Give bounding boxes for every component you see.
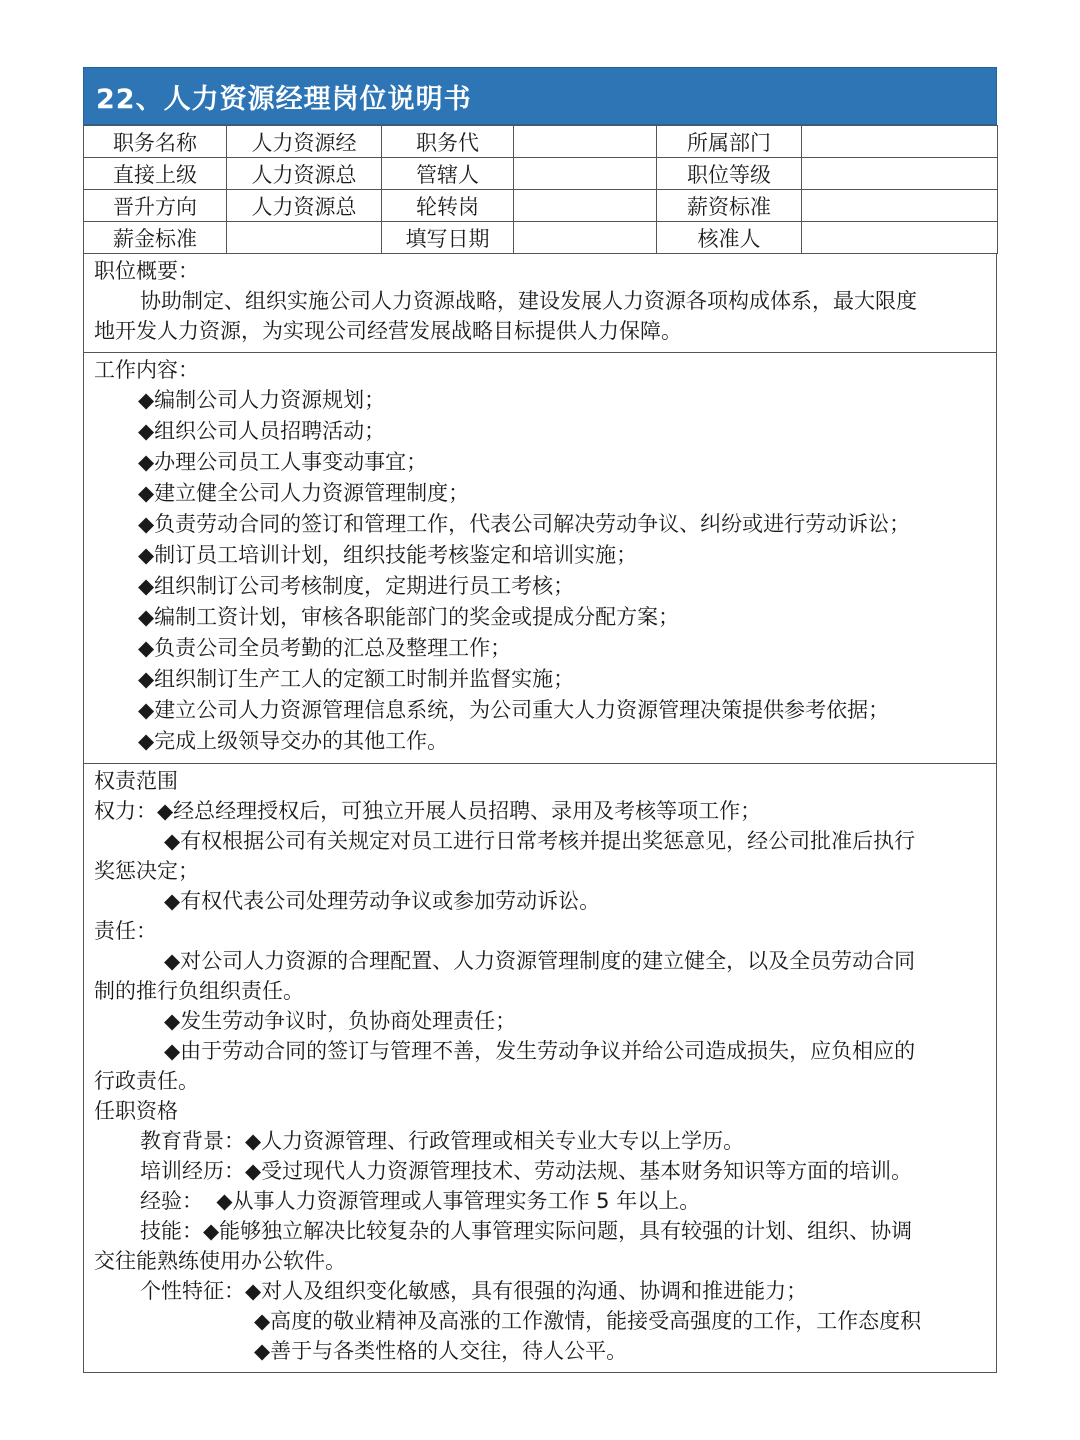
power-text: 奖惩决定； <box>94 859 199 883</box>
table-cell: 人力资源总 <box>227 190 382 222</box>
list-item: ◆组织公司人员招聘活动； <box>138 419 386 443</box>
table-cell <box>802 190 998 222</box>
table-cell: 人力资源经 <box>227 126 382 158</box>
table-cell <box>227 222 382 254</box>
table-row <box>84 222 998 254</box>
list-item: ◆编制公司人力资源规划； <box>138 388 386 412</box>
list-item: ◆制订员工培训计划，组织技能考核鉴定和培训实施； <box>138 543 638 567</box>
table-cell <box>514 190 657 222</box>
list-item: ◆办理公司员工人事变动事宜； <box>138 450 428 474</box>
responsibility-text: ◆由于劳动合同的签订与管理不善，发生劳动争议并给公司造成损失，应负相应的 <box>164 1039 916 1063</box>
traits-text: ◆善于与各类性格的人交往，待人公平。 <box>254 1339 628 1363</box>
table-cell: 职务名称 <box>84 126 227 158</box>
power-text: ◆有权代表公司处理劳动争议或参加劳动诉讼。 <box>164 889 601 913</box>
training-text: 培训经历：◆受过现代人力资源管理技术、劳动法规、基本财务知识等方面的培训。 <box>140 1159 913 1183</box>
table-cell: 晋升方向 <box>84 190 227 222</box>
list-item: ◆编制工资计划，审核各职能部门的奖金或提成分配方案； <box>138 605 680 629</box>
table-cell: 核准人 <box>657 222 802 254</box>
table-cell: 职位等级 <box>657 158 802 190</box>
responsibility-text: ◆发生劳动争议时，负协商处理责任； <box>164 1009 517 1033</box>
authority-section <box>83 764 997 1373</box>
list-item: ◆负责公司全员考勤的汇总及整理工作； <box>138 636 512 660</box>
table-cell <box>802 126 998 158</box>
traits-text: 个性特征：◆对人及组织变化敏感，具有很强的沟通、协调和推进能力； <box>140 1279 808 1303</box>
list-item: ◆建立健全公司人力资源管理制度； <box>138 481 470 505</box>
job-description-document <box>83 67 997 1373</box>
power-text: ◆有权根据公司有关规定对员工进行日常考核并提出奖惩意见，经公司批准后执行 <box>164 829 916 853</box>
table-cell: 薪金标准 <box>84 222 227 254</box>
table-row <box>84 158 998 190</box>
power-text: 权力：◆经总经理授权后，可独立开展人员招聘、录用及考核等项工作； <box>94 799 762 823</box>
table-cell <box>802 158 998 190</box>
table-cell: 薪资标准 <box>657 190 802 222</box>
education-text: 教育背景：◆人力资源管理、行政管理或相关专业大专以上学历。 <box>140 1129 745 1153</box>
traits-text: ◆高度的敬业精神及高涨的工作激情，能接受高强度的工作，工作态度积 <box>254 1309 922 1333</box>
experience-text: 经验： ◆从事人力资源管理或人事管理实务工作 5 年以上。 <box>140 1189 701 1213</box>
table-cell: 直接上级 <box>84 158 227 190</box>
section-heading: 工作内容： <box>94 358 199 382</box>
table-cell: 职务代 <box>382 126 514 158</box>
table-cell <box>514 158 657 190</box>
table-cell <box>514 126 657 158</box>
document-title: 22、人力资源经理岗位说明书 <box>96 83 472 115</box>
duties-section <box>83 353 997 764</box>
table-cell <box>802 222 998 254</box>
responsibility-text: ◆对公司人力资源的合理配置、人力资源管理制度的建立健全，以及全员劳动合同 <box>164 949 916 973</box>
overview-section <box>83 254 997 353</box>
overview-text: 地开发人力资源，为实现公司经营发展战略目标提供人力保障。 <box>94 319 682 343</box>
list-item: ◆组织制订公司考核制度，定期进行员工考核； <box>138 574 575 598</box>
responsibility-text: 行政责任。 <box>94 1069 199 1093</box>
list-item: ◆组织制订生产工人的定额工时制并监督实施； <box>138 667 575 691</box>
list-item: ◆建立公司人力资源管理信息系统，为公司重大人力资源管理决策提供参考依据； <box>138 698 890 722</box>
section-heading: 权责范围 <box>94 769 178 793</box>
responsibility-text: 制的推行负组织责任。 <box>94 979 304 1003</box>
table-cell <box>514 222 657 254</box>
info-table <box>83 125 998 254</box>
list-item: ◆完成上级领导交办的其他工作。 <box>138 729 449 753</box>
table-cell: 填写日期 <box>382 222 514 254</box>
table-cell: 所属部门 <box>657 126 802 158</box>
title-bar <box>83 67 997 125</box>
section-heading: 职位概要： <box>94 259 199 283</box>
table-row <box>84 126 998 158</box>
section-heading: 任职资格 <box>94 1099 178 1123</box>
skills-text: 交往能熟练使用办公软件。 <box>94 1249 346 1273</box>
list-item: ◆负责劳动合同的签订和管理工作，代表公司解决劳动争议、纠纷或进行劳动诉讼； <box>138 512 911 536</box>
responsibility-heading: 责任： <box>94 919 157 943</box>
skills-text: 技能：◆能够独立解决比较复杂的人事管理实际问题，具有较强的计划、组织、协调 <box>140 1219 913 1243</box>
overview-text: 协助制定、组织实施公司人力资源战略，建设发展人力资源各项构成体系，最大限度 <box>140 289 917 313</box>
table-cell: 人力资源总 <box>227 158 382 190</box>
table-cell: 轮转岗 <box>382 190 514 222</box>
table-row <box>84 190 998 222</box>
table-cell: 管辖人 <box>382 158 514 190</box>
